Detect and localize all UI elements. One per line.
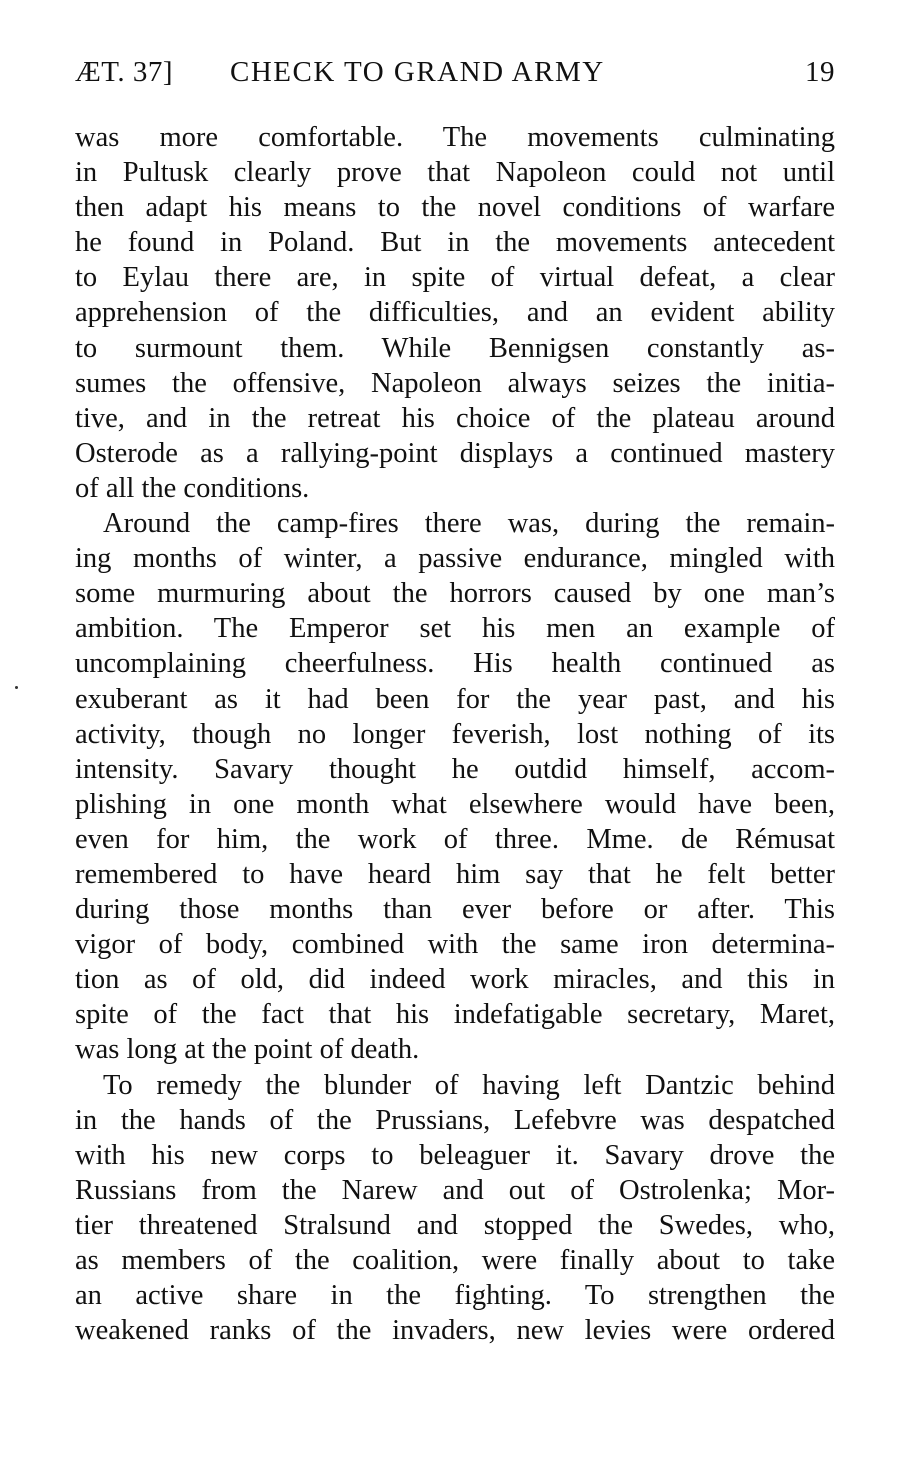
running-head [75, 56, 835, 96]
text-line: he found in Poland. But in the movements antecedent [75, 227, 835, 259]
chapter-age-marker: ÆT. 37] [75, 56, 174, 88]
text-line: ambition. The Emperor set his men an example of [75, 613, 835, 645]
text-line: tive, and in the retreat his choice of the plateau around [75, 402, 835, 434]
text-line: in Pultusk clearly prove that Napoleon could not until [75, 157, 835, 189]
text-line: spite of the fact that his indefatigable secretary, Maret, [75, 999, 835, 1031]
text-line: remembered to have heard him say that he felt better [75, 858, 835, 890]
text-line: in the hands of the Prussians, Lefebvre was despatched [75, 1104, 835, 1136]
text-line: was long at the point of death. [75, 1034, 420, 1066]
text-line: was more comfortable. The movements culminating [75, 122, 835, 153]
text-line: an active share in the fighting. To strengthen the [75, 1280, 835, 1312]
text-line: To remedy the blunder of having left Dantzic behind [103, 1069, 835, 1101]
text-line: Russians from the Narew and out of Ostrolenka; Mor- [75, 1174, 835, 1206]
text-line: then adapt his means to the novel conditions of warfare [75, 192, 835, 224]
margin-speck [15, 686, 18, 689]
running-title: CHECK TO GRAND ARMY [230, 56, 605, 88]
text-line: of all the conditions. [75, 472, 310, 504]
text-line: during those months than ever before or after. This [75, 894, 835, 926]
text-line: some murmuring about the horrors caused by one man’s [75, 578, 835, 610]
text-line: tion as of old, did indeed work miracles, and this in [75, 964, 835, 996]
text-line: Around the camp-fires there was, during the remain- [103, 508, 835, 540]
text-line: to Eylau there are, in spite of virtual defeat, a clear [75, 262, 835, 294]
text-line: vigor of body, combined with the same iron determina- [75, 929, 835, 961]
text-line: exuberant as it had been for the year past, and his [75, 683, 835, 715]
text-line: ing months of winter, a passive endurance, mingled with [75, 543, 835, 575]
text-line: tier threatened Stralsund and stopped the Swedes, who, [75, 1209, 835, 1241]
text-line: weakened ranks of the invaders, new levies were ordered [75, 1315, 835, 1347]
text-line: uncomplaining cheerfulness. His health continued as [75, 648, 835, 680]
text-line: even for him, the work of three. Mme. de Rémusat [75, 823, 835, 855]
text-line: intensity. Savary thought he outdid himself, accom- [75, 753, 835, 785]
text-line: with his new corps to beleaguer it. Savary drove the [75, 1139, 835, 1171]
text-line: to surmount them. While Bennigsen constantly as- [75, 332, 835, 364]
body-text [75, 120, 835, 1348]
text-line: activity, though no longer feverish, lost nothing of its [75, 718, 835, 750]
text-line: plishing in one month what elsewhere would have been, [75, 788, 835, 820]
page-number: 19 [805, 56, 835, 88]
text-line: as members of the coalition, were finally about to take [75, 1245, 835, 1276]
text-line: sumes the offensive, Napoleon always seizes the initia- [75, 367, 835, 399]
text-line: apprehension of the difficulties, and an evident ability [75, 297, 835, 329]
text-line: Osterode as a rallying-point displays a continued mastery [75, 437, 835, 469]
